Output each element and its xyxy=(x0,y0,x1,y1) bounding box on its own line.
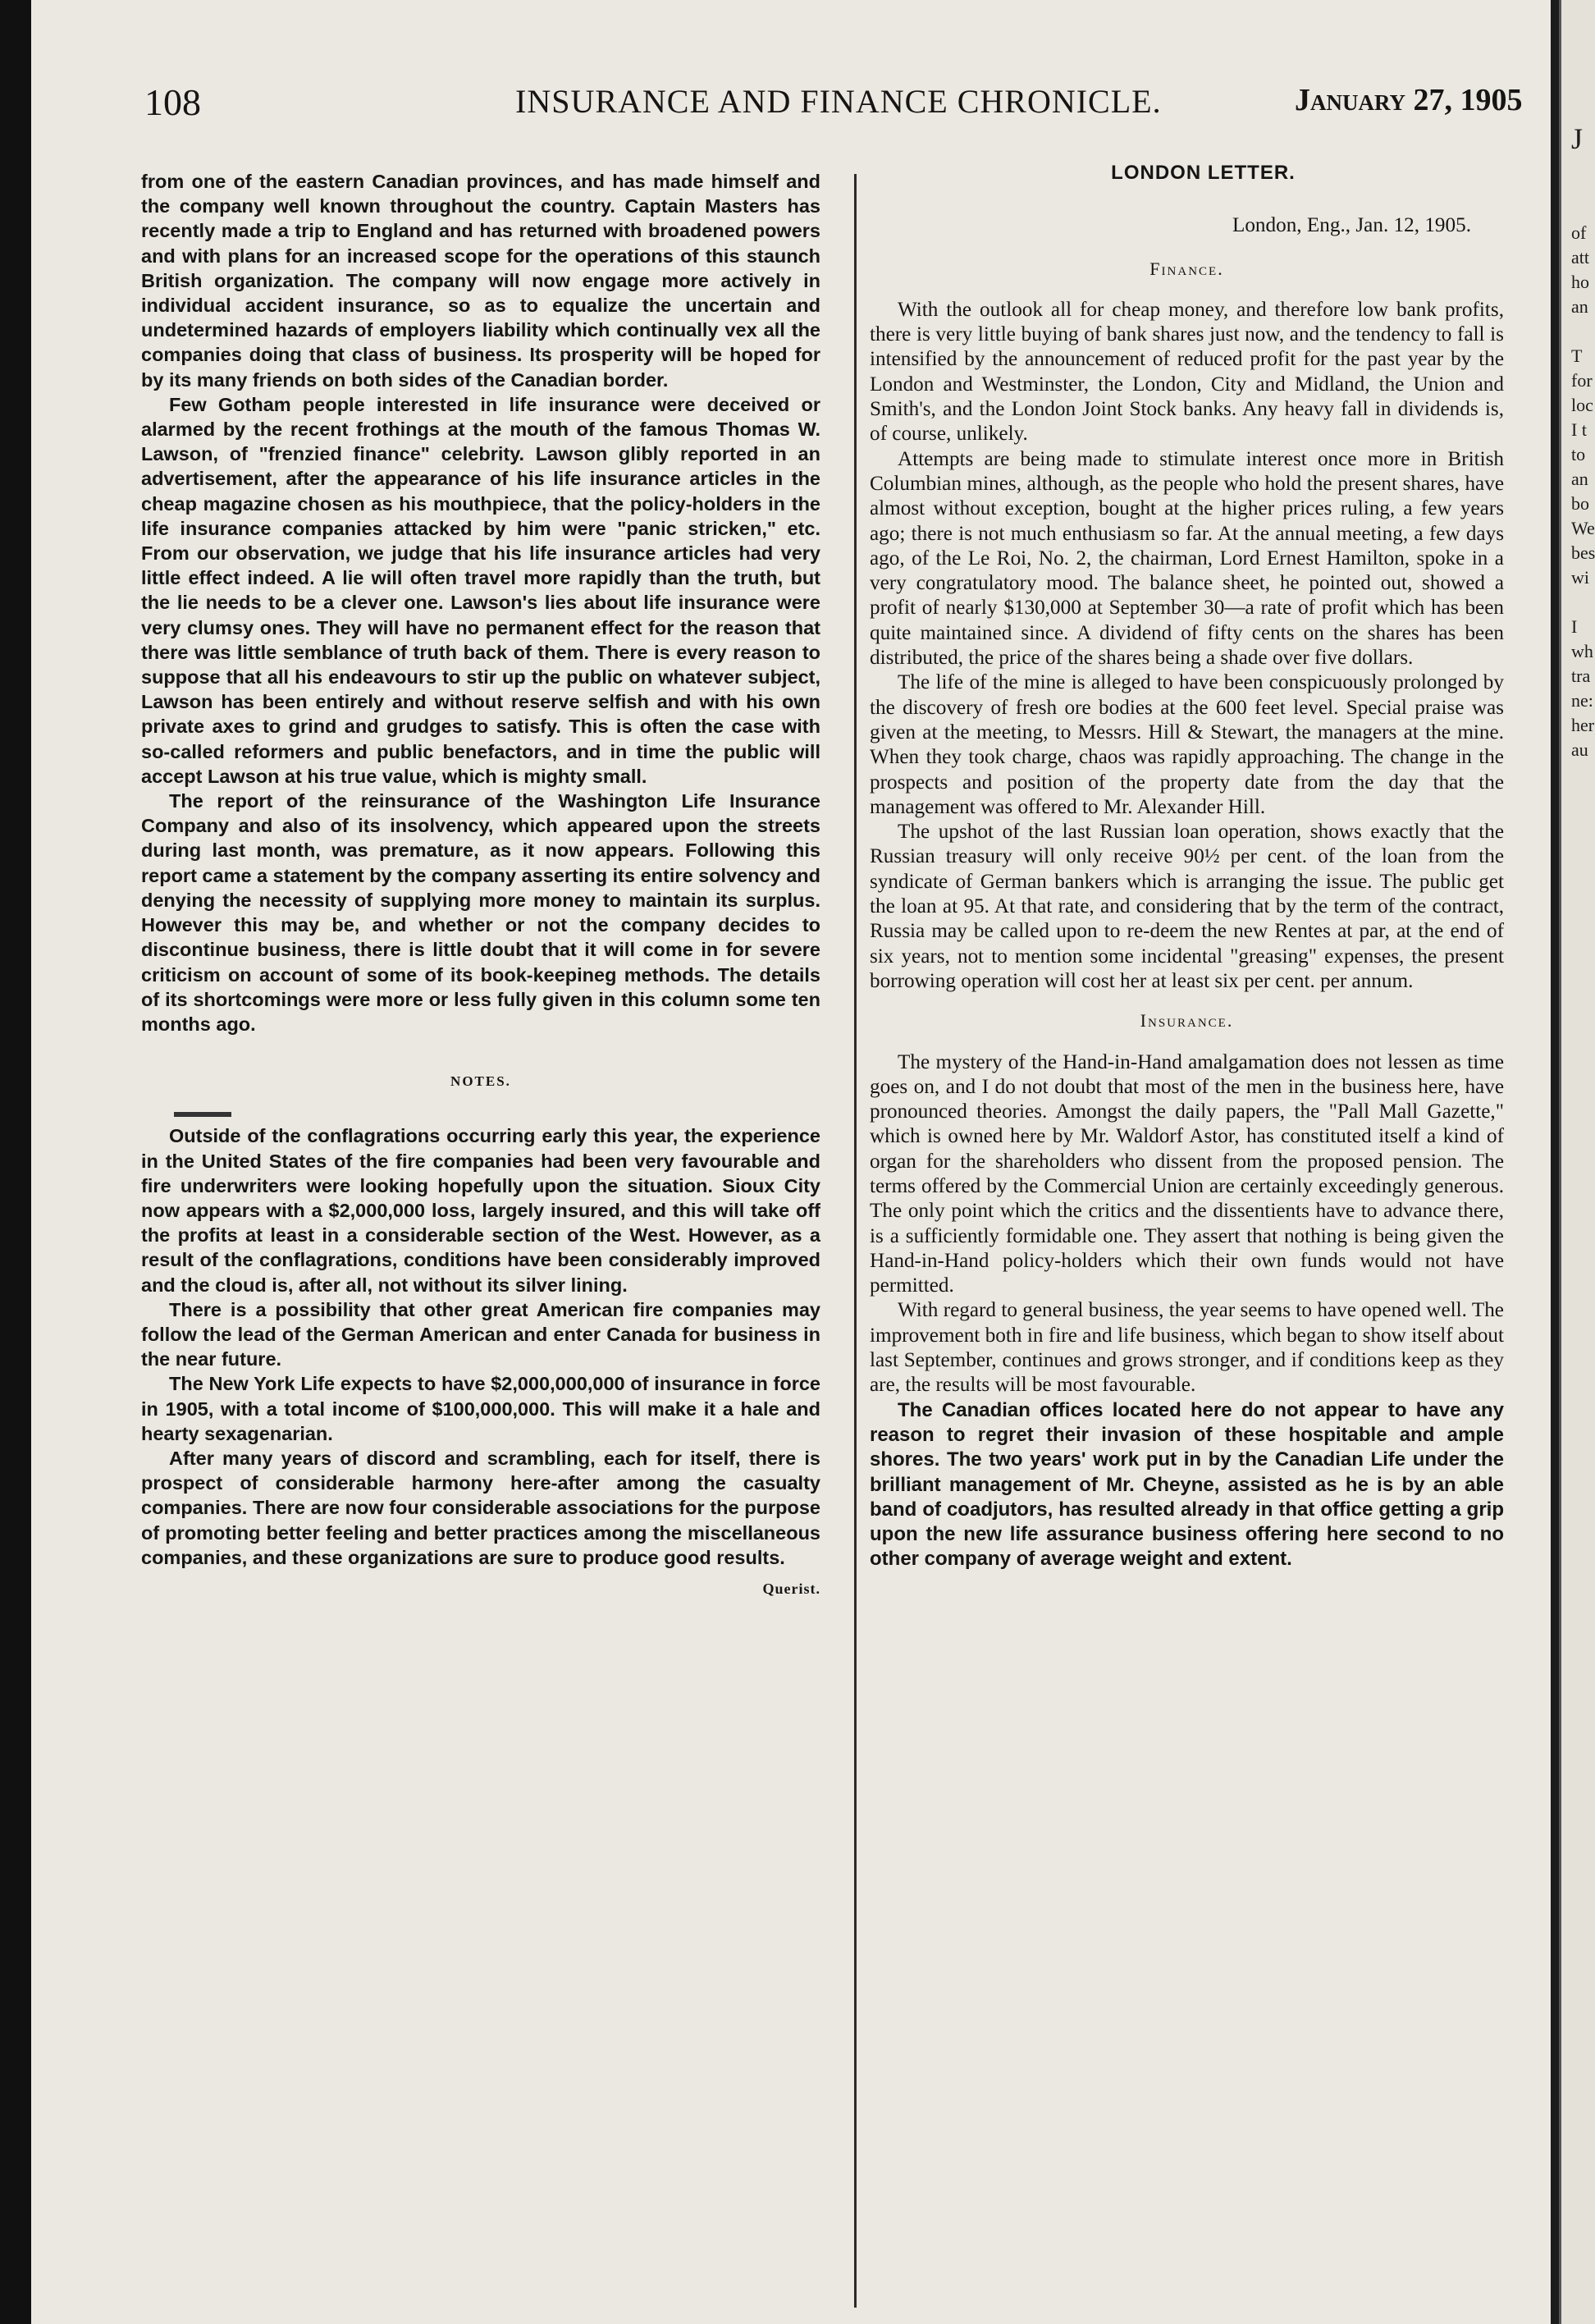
adjacent-fragment: au xyxy=(1571,739,1588,760)
adjacent-fragment: an xyxy=(1571,296,1588,317)
finance-paragraph: The life of the mine is alleged to have been conspicuously prolonged by the discovery of fresh ore bodies at the 600 feet level. Special praise was given at the meeting, to Messrs. Hill & Stewart, the managers at the mine. When they took charge, chaos was rapidly approaching. The change in the prospects and position of the property date from the day that the management was offered to Mr. Alexander Hill. xyxy=(870,671,1504,818)
ornament-rule xyxy=(174,1112,231,1117)
adjacent-fragment: of xyxy=(1571,222,1587,243)
page-number: 108 xyxy=(144,81,201,123)
scan-border xyxy=(0,0,31,2324)
adjacent-fragment: for xyxy=(1571,370,1593,391)
finance-paragraph: Attempts are being made to stimulate interest once more in British Columbian mines, although, as the people who hold the present shares, have almost without exception, bought at the higher prices ruling, a few years ago; there is not much enthusiasm so far. At the annual meeting, a few days ago, of the Le Roi, No. 2, the chairman, Lord Ernest Hamilton, spoke in a very congratulatory mood. The balance sheet, he pointed out, showed a profit of nearly $130,000 at September 30—a rate of profit which has been quite maintained since. A dividend of fifty cents on the shares has been distributed, the price of the shares being a shade over five dollars. xyxy=(870,447,1504,670)
dateline: London, Eng., Jan. 12, 1905. xyxy=(1232,214,1471,237)
adjacent-fragment: to xyxy=(1571,444,1586,464)
note-paragraph: There is a possibility that other great American fire companies may follow the lead of the German American and enter Canada for business in the near future. xyxy=(141,1298,820,1370)
article-paragraph: from one of the eastern Canadian provinces, and has made himself and the company well known throughout the country. Captain Masters has recently made a trip to England and has returned with broadened powers and with plans for an increased scope for the operations of this staunch British organization. The company will now engage more actively in individual accident insurance, so as to equalize the uncertain and undetermined hazards of employers liability which continually vex all the companies doing that class of business. Its prosperity will be hoped for by its many friends on both sides of the Canadian border. xyxy=(141,171,820,391)
right-column xyxy=(870,161,1504,1572)
adjacent-fragment: bo xyxy=(1571,493,1589,514)
article-paragraph: The report of the reinsurance of the Washington Life Insurance Company and also of its insolvency, which appeared upon the streets during last month, was premature, as it now appears. Following this report came a statement by the company asserting its entire solvency and denying the necessity of supplying more money to maintain its surplus. However this may be, and whether or not the company decides to discontinue business, there is little doubt that it will come in for severe criticism on account of some of its book-keepineg methods. The details of its shortcomings were more or less fully given in this column some ten months ago. xyxy=(141,790,821,1035)
section-title: LONDON LETTER. xyxy=(1111,162,1296,184)
adjacent-fragment: wi xyxy=(1571,567,1589,588)
finance-heading: Finance. xyxy=(1149,258,1224,279)
adjacent-fragment: J xyxy=(1571,122,1584,155)
publication-title: INSURANCE AND FINANCE CHRONICLE. xyxy=(515,83,1162,120)
insurance-paragraph: With regard to general business, the year seems to have opened well. The improvement both in fire and life business, which began to show itself about last September, continues and grows stronger, and if conditions keep as they are, the results will be most favourable. xyxy=(870,1299,1504,1397)
note-paragraph: After many years of discord and scrambling, each for itself, there is prospect of considerable harmony here-after among the casualty companies. There are now four considerable associations for the purpose of promoting better feeling and better practices among the miscellaneous companies, and these organizations are sure to produce good results. xyxy=(141,1447,820,1568)
author-signature: Querist. xyxy=(762,1580,820,1597)
note-paragraph: The New York Life expects to have $2,000,000,000 of insurance in force in 1905, with a total income of $100,000,000. This will make it a hale and hearty sexagenarian. xyxy=(141,1373,820,1444)
finance-paragraph: With the outlook all for cheap money, and therefore low bank profits, there is very little buying of bank shares just now, and the tendency to fall is intensified by the announcement of reduced profit for the past year by the London and Westminster, the London, City and Midland, the Union and Smith's, and the London Joint Stock banks. Any heavy fall in dividends is, of course, unlikely. xyxy=(870,298,1504,446)
closing-paragraph: The Canadian offices located here do not appear to have any reason to regret their invasion of these hospitable and ample shores. The two years' work put in by the Canadian Life under the brilliant management of Mr. Cheyne, assisted as he is by an able band of coadjutors, has resulted already in that office getting a grip upon the new life assurance business offering here second to no other company of average weight and extent. xyxy=(870,1398,1504,1571)
adjacent-fragment: her xyxy=(1571,715,1595,735)
adjacent-fragment: ho xyxy=(1571,272,1589,292)
column-rule xyxy=(854,174,857,2308)
adjacent-fragment: an xyxy=(1571,469,1588,489)
adjacent-fragment: We xyxy=(1571,518,1595,538)
adjacent-fragment: ne: xyxy=(1571,690,1593,711)
adjacent-fragment: att xyxy=(1571,247,1589,268)
adjacent-fragment: loc xyxy=(1571,395,1593,415)
note-paragraph: Outside of the conflagrations occurring early this year, the experience in the United States of the fire companies had been very favourable and fire underwriters were looking hopefully upon the situation. Sioux City now appears with a $2,000,000 loss, largely insured, and this will take off the profits at least in a considerable section of the West. However, as a result of the conflagrations, conditions have been considerably improved and the cloud is, after all, not without its silver lining. xyxy=(141,1125,820,1296)
adjacent-page-strip xyxy=(1559,0,1595,2324)
adjacent-fragment: tra xyxy=(1571,666,1591,686)
adjacent-fragment: T xyxy=(1571,345,1583,366)
notes-heading: NOTES. xyxy=(450,1073,511,1090)
adjacent-fragment: I t xyxy=(1571,419,1587,440)
insurance-paragraph: The mystery of the Hand-in-Hand amalgamation does not lessen as time goes on, and I do not doubt that most of the men in the business here, have pronounced theories. Amongst the daily papers, the "Pall Mall Gazette," which is owned here by Mr. Waldorf Astor, has constituted itself a kind of organ for the shareholders who dissent from the proposed pension. The terms offered by the Commercial Union are certainly exceedingly generous. The only point which the critics and the dissentients have to advance there, is a sufficiently formidable one. They assert that nothing is being given the Hand-in-Hand policy-holders which their own funds would not have permitted. xyxy=(870,1050,1504,1297)
adjacent-page-edge xyxy=(1551,0,1595,2324)
article-paragraph: Few Gotham people interested in life insurance were deceived or alarmed by the recent frothings at the mouth of the famous Thomas W. Lawson, of "frenzied finance" celebrity. Lawson glibly reported in an advertisement, after the appearance of his life insurance articles in the cheap magazine chosen as his mouthpiece, that the policy-holders in the life insurance companies attacked by him were "panic stricken," etc. From our observation, we judge that his life insurance articles had very little effect indeed. A lie will often travel more rapidly than the truth, but the lie needs to be a clever one. Lawson's lies about life insurance were very clumsy ones. They will have no permanent effect for the reason that there was little semblance of truth back of them. There is every reason to suppose that all his endeavours to stir up the public on whatever subject, Lawson has been entirely and without reserve selfish and with his own private axes to grind and grudges to satisfy. This is often the case with so-called reformers and public benefactors, and in time the public will accept Lawson at his true value, which is mighty small. xyxy=(141,393,820,787)
issue-date: January 27, 1905 xyxy=(1295,83,1523,117)
left-column xyxy=(141,169,820,1601)
adjacent-fragment: wh xyxy=(1571,641,1593,661)
insurance-heading: Insurance. xyxy=(1140,1010,1234,1032)
finance-paragraph: The upshot of the last Russian loan operation, shows exactly that the Russian treasury will only receive 90½ per cent. of the loan from the syndicate of German bankers which is arranging the issue. The public get the loan at 95. At that rate, and considering that by the term of the contract, Russia may be called upon to re-deem the new Rentes at par, at the end of six years, not to mention some incidental "greasing" expenses, the present borrowing operation will cost her at least six per cent. per annum. xyxy=(870,821,1504,992)
adjacent-fragment: I xyxy=(1571,616,1578,637)
adjacent-fragment: bes xyxy=(1571,542,1595,563)
